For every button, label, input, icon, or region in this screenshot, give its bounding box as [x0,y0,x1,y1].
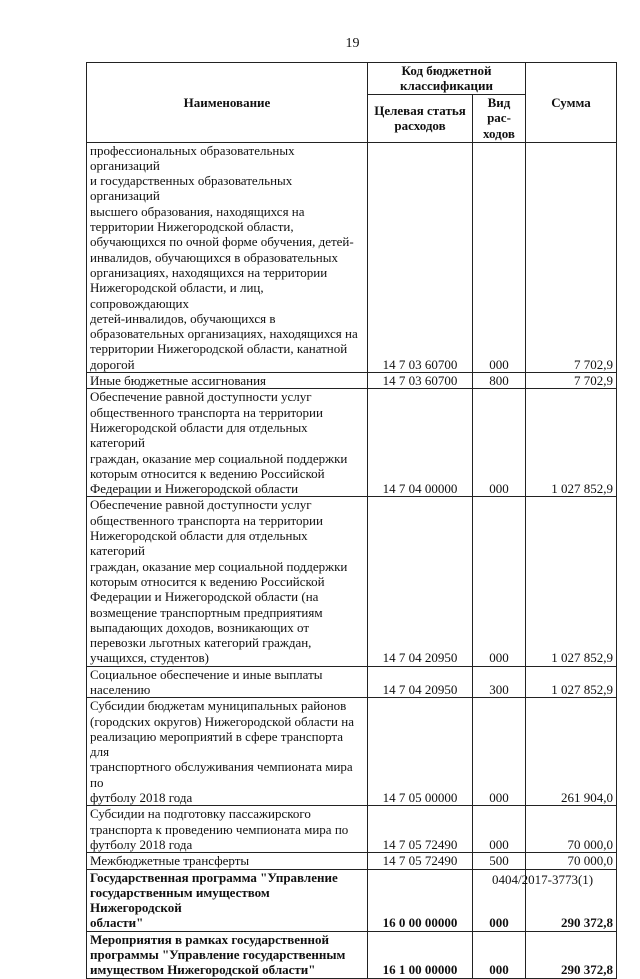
table-row [87,698,617,806]
row-sum: 1 027 852,9 [526,666,617,698]
row-code: 14 7 03 60700 [368,142,473,372]
row-sum: 1 027 852,9 [526,497,617,666]
table-row [87,142,617,372]
row-type: 000 [473,869,526,931]
row-sum: 290 372,8 [526,869,617,931]
row-sum: 70 000,0 [526,806,617,853]
row-name: профессиональных образовательных организаций и государственных образовательных организаций высшего образования, находящихся на территории Нижегородской области, обучающихся по очной форме обучения, детей- инвалидов, обучающихся в образовательных организациях, находящихся на территории Нижегородской области, и лиц, сопровождающих детей-инвалидов, обучающихся в образовательных организациях, находящихся на территории Нижегородской области, канатной дорогой [87,142,368,372]
row-type: 800 [473,373,526,389]
row-type: 300 [473,666,526,698]
row-name: Обеспечение равной доступности услуг общественного транспорта на территории Нижегородской области для отдельных категорий граждан, оказание мер социальной поддержки которым относится к ведению Российской Федерации и Нижегородской области (на возмещение транспортным предприятиям выпадающих доходов, возникающих от перевозки льготных категорий граждан, учащихся, студентов) [87,497,368,666]
row-name: Обеспечение равной доступности услуг общественного транспорта на территории Нижегородской области для отдельных категорий граждан, оказание мер социальной поддержки которым относится к ведению Российской Федерации и Нижегородской области [87,389,368,497]
header-code-group: Код бюджетной классификации [368,63,526,95]
row-code: 14 7 05 00000 [368,698,473,806]
row-type: 000 [473,931,526,978]
header-type: Вид рас- ходов [473,94,526,142]
table-row [87,806,617,853]
page-number: 19 [345,36,360,51]
row-name: Иные бюджетные ассигнования [87,373,368,389]
row-code: 14 7 05 72490 [368,806,473,853]
row-name: Субсидии на подготовку пассажирского транспорта к проведению чемпионата мира по футболу 2018 года [87,806,368,853]
row-type: 000 [473,698,526,806]
row-sum: 1 027 852,9 [526,389,617,497]
header-sum: Сумма [526,63,617,143]
row-sum: 7 702,9 [526,373,617,389]
header-target: Целевая статья расходов [368,94,473,142]
table-row [87,666,617,698]
table-row [87,853,617,869]
row-code: 14 7 04 00000 [368,389,473,497]
table-row [87,931,617,978]
row-code: 16 0 00 00000 [368,869,473,931]
row-sum: 261 904,0 [526,698,617,806]
row-type: 000 [473,389,526,497]
row-name: Государственная программа "Управление государственным имуществом Нижегородской области" [87,869,368,931]
row-name: Социальное обеспечение и иные выплаты населению [87,666,368,698]
document-code: 0404/2017-3773(1) [492,872,594,887]
row-code: 14 7 04 20950 [368,666,473,698]
row-name: Мероприятия в рамках государственной программы "Управление государственным имуществом Нижегородской области" [87,931,368,978]
header-name: Наименование [87,63,368,143]
table-row [87,373,617,389]
row-type: 000 [473,806,526,853]
row-code: 14 7 03 60700 [368,373,473,389]
table-row [87,497,617,666]
row-code: 14 7 04 20950 [368,497,473,666]
row-sum: 70 000,0 [526,853,617,869]
row-type: 500 [473,853,526,869]
row-sum: 290 372,8 [526,931,617,978]
row-type: 000 [473,497,526,666]
row-sum: 7 702,9 [526,142,617,372]
row-code: 14 7 05 72490 [368,853,473,869]
row-type: 000 [473,142,526,372]
row-name: Субсидии бюджетам муниципальных районов (городских округов) Нижегородской области на реализацию мероприятий в сфере транспорта для транспортного обслуживания чемпионата мира по футболу 2018 года [87,698,368,806]
row-name: Межбюджетные трансферты [87,853,368,869]
budget-table [86,62,617,979]
table-row [87,389,617,497]
row-code: 16 1 00 00000 [368,931,473,978]
